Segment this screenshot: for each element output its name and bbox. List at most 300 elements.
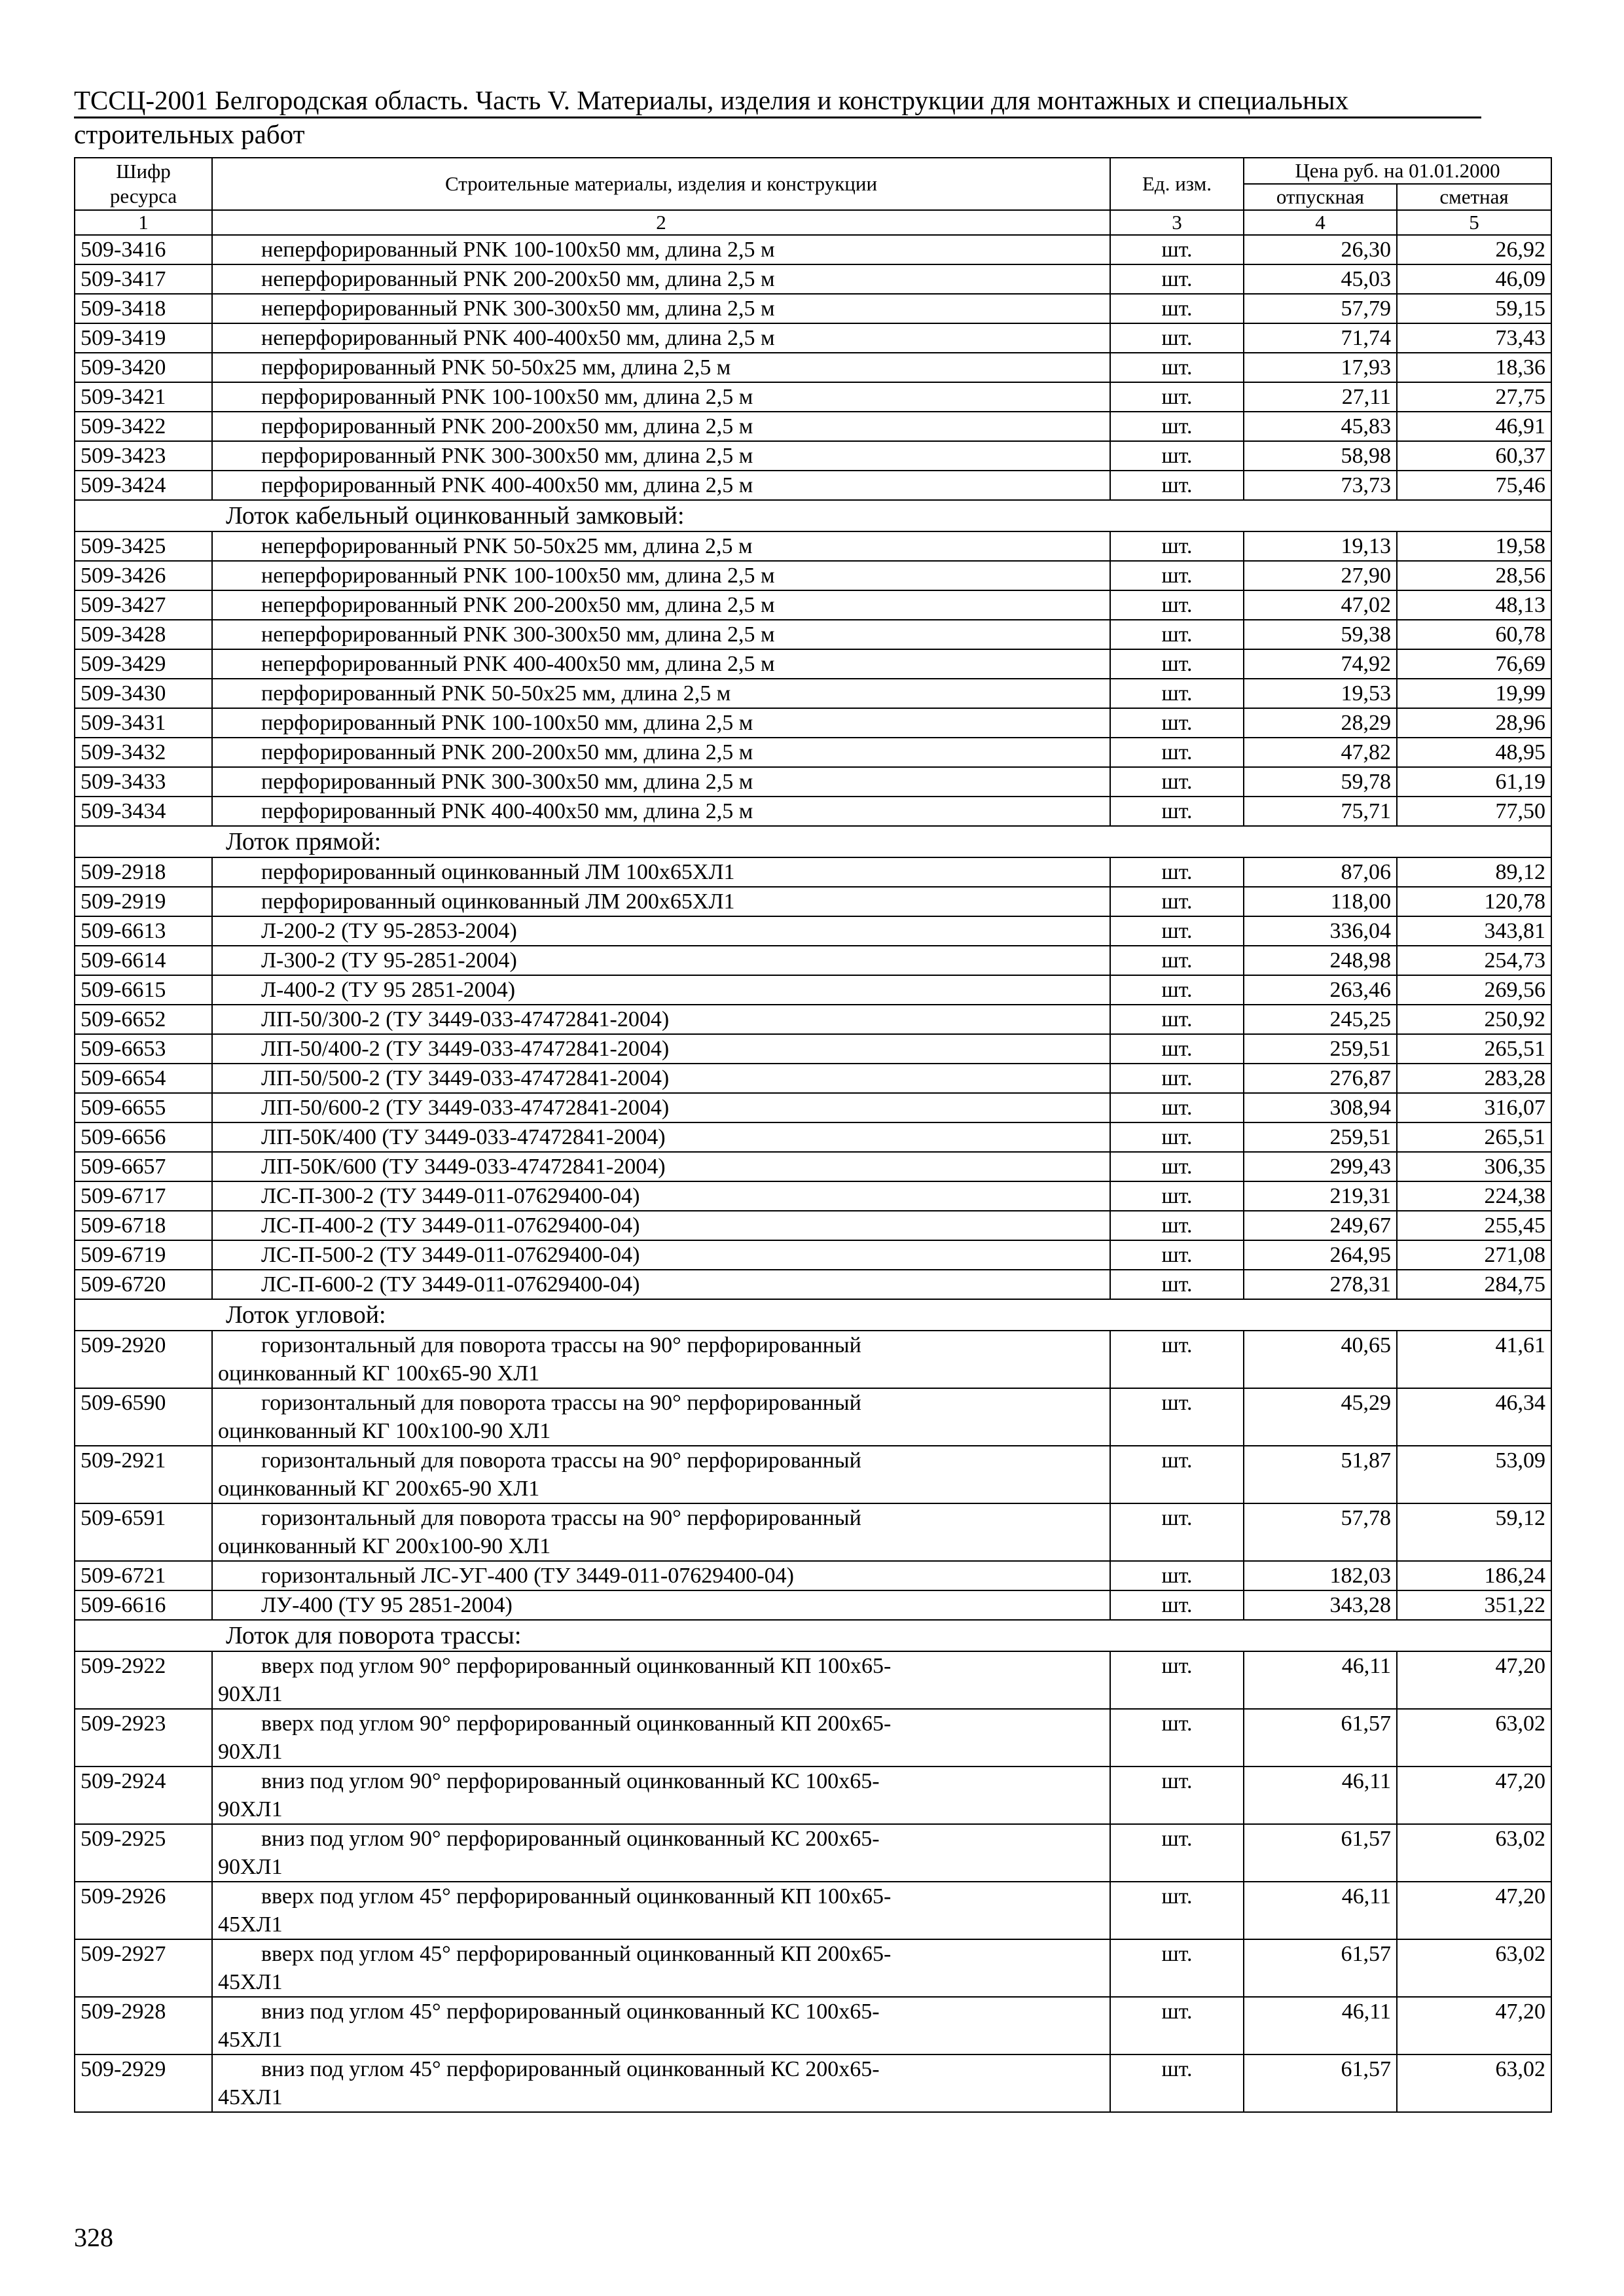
wholesale-price: 308,94 xyxy=(1244,1093,1397,1122)
unit-of-measure: шт. xyxy=(1110,1882,1244,1939)
unit-of-measure: шт. xyxy=(1110,561,1244,590)
estimate-price: 59,15 xyxy=(1397,294,1551,323)
material-name-line-1: неперфорированный PNK 400-400х50 мм, длина 2,5 м xyxy=(261,326,775,350)
wholesale-price: 19,13 xyxy=(1244,531,1397,561)
unit-of-measure: шт. xyxy=(1110,946,1244,975)
wholesale-price: 299,43 xyxy=(1244,1152,1397,1181)
wholesale-price: 245,25 xyxy=(1244,1005,1397,1034)
section-row xyxy=(75,500,1551,531)
material-name-line-2: 45ХЛ1 xyxy=(218,1912,283,1937)
col-number: 4 xyxy=(1244,210,1397,235)
table-row xyxy=(75,708,1551,738)
material-name xyxy=(212,1767,1110,1824)
price-table xyxy=(74,157,1552,2113)
material-name xyxy=(212,857,1110,887)
resource-code: 509-2925 xyxy=(75,1824,212,1882)
resource-code: 509-3428 xyxy=(75,620,212,649)
material-name xyxy=(212,620,1110,649)
estimate-price: 351,22 xyxy=(1397,1590,1551,1620)
wholesale-price: 263,46 xyxy=(1244,975,1397,1005)
material-name-line-1: горизонтальный для поворота трассы на 90° перфорированный xyxy=(261,1333,861,1357)
resource-code: 509-2923 xyxy=(75,1709,212,1767)
col-header-name: Строительные материалы, изделия и конструкции xyxy=(212,158,1110,210)
material-name-line-1: вниз под углом 45° перфорированный оцинкованный КС 100х65- xyxy=(261,2000,880,2024)
estimate-price: 47,20 xyxy=(1397,1997,1551,2054)
material-name-line-2: 45ХЛ1 xyxy=(218,2085,283,2109)
resource-code: 509-2918 xyxy=(75,857,212,887)
material-name xyxy=(212,1122,1110,1152)
wholesale-price: 27,11 xyxy=(1244,382,1397,412)
estimate-price: 60,37 xyxy=(1397,441,1551,471)
table-row xyxy=(75,887,1551,916)
unit-of-measure: шт. xyxy=(1110,1240,1244,1270)
estimate-price: 343,81 xyxy=(1397,916,1551,946)
material-name xyxy=(212,1503,1110,1561)
unit-of-measure: шт. xyxy=(1110,1709,1244,1767)
resource-code: 509-6654 xyxy=(75,1064,212,1093)
estimate-price: 120,78 xyxy=(1397,887,1551,916)
estimate-price: 60,78 xyxy=(1397,620,1551,649)
unit-of-measure: шт. xyxy=(1110,1767,1244,1824)
estimate-price: 76,69 xyxy=(1397,649,1551,679)
resource-code: 509-2920 xyxy=(75,1331,212,1388)
wholesale-price: 336,04 xyxy=(1244,916,1397,946)
material-name-line-2: оцинкованный КГ 100х65-90 ХЛ1 xyxy=(218,1361,540,1386)
material-name xyxy=(212,887,1110,916)
unit-of-measure: шт. xyxy=(1110,1034,1244,1064)
material-name xyxy=(212,975,1110,1005)
material-name xyxy=(212,649,1110,679)
table-row xyxy=(75,1503,1551,1561)
resource-code: 509-3420 xyxy=(75,353,212,382)
table-row xyxy=(75,441,1551,471)
wholesale-price: 46,11 xyxy=(1244,1997,1397,2054)
material-name-line-1: перфорированный PNK 200-200х50 мм, длина 2,5 м xyxy=(261,414,753,439)
material-name-line-2: 90ХЛ1 xyxy=(218,1855,283,1879)
wholesale-price: 58,98 xyxy=(1244,441,1397,471)
table-row xyxy=(75,264,1551,294)
col-header-code: Шифр ресурса xyxy=(75,158,212,210)
table-row xyxy=(75,235,1551,264)
unit-of-measure: шт. xyxy=(1110,797,1244,826)
table-row xyxy=(75,412,1551,441)
material-name-line-1: ЛП-50К/400 (ТУ 3449-033-47472841-2004) xyxy=(261,1125,666,1149)
unit-of-measure: шт. xyxy=(1110,708,1244,738)
resource-code: 509-3419 xyxy=(75,323,212,353)
unit-of-measure: шт. xyxy=(1110,1824,1244,1882)
material-name-line-1: неперфорированный PNK 100-100х50 мм, длина 2,5 м xyxy=(261,238,775,262)
material-name xyxy=(212,1561,1110,1590)
table-row xyxy=(75,1122,1551,1152)
unit-of-measure: шт. xyxy=(1110,1181,1244,1211)
material-name xyxy=(212,1152,1110,1181)
material-name-line-1: ЛС-П-300-2 (ТУ 3449-011-07629400-04) xyxy=(261,1184,640,1208)
unit-of-measure: шт. xyxy=(1110,531,1244,561)
wholesale-price: 343,28 xyxy=(1244,1590,1397,1620)
material-name-line-1: вверх под углом 45° перфорированный оцинкованный КП 100х65- xyxy=(261,1884,892,1909)
material-name xyxy=(212,353,1110,382)
material-name-line-1: перфорированный PNK 100-100х50 мм, длина 2,5 м xyxy=(261,711,753,735)
material-name xyxy=(212,235,1110,264)
unit-of-measure: шт. xyxy=(1110,441,1244,471)
wholesale-price: 57,79 xyxy=(1244,294,1397,323)
unit-of-measure: шт. xyxy=(1110,1503,1244,1561)
material-name xyxy=(212,1064,1110,1093)
material-name xyxy=(212,294,1110,323)
material-name-line-1: перфорированный оцинкованный ЛМ 200х65ХЛ1 xyxy=(261,889,735,914)
resource-code: 509-6720 xyxy=(75,1270,212,1299)
material-name xyxy=(212,412,1110,441)
wholesale-price: 259,51 xyxy=(1244,1034,1397,1064)
table-row xyxy=(75,1997,1551,2054)
table-row xyxy=(75,1388,1551,1446)
wholesale-price: 26,30 xyxy=(1244,235,1397,264)
material-name xyxy=(212,1446,1110,1503)
wholesale-price: 47,02 xyxy=(1244,590,1397,620)
table-row xyxy=(75,531,1551,561)
material-name xyxy=(212,2054,1110,2112)
resource-code: 509-2928 xyxy=(75,1997,212,2054)
material-name-line-1: перфорированный оцинкованный ЛМ 100х65ХЛ1 xyxy=(261,860,735,884)
unit-of-measure: шт. xyxy=(1110,887,1244,916)
resource-code: 509-3416 xyxy=(75,235,212,264)
wholesale-price: 276,87 xyxy=(1244,1064,1397,1093)
material-name xyxy=(212,323,1110,353)
resource-code: 509-3424 xyxy=(75,471,212,500)
table-row xyxy=(75,294,1551,323)
column-number-row xyxy=(75,210,1551,235)
resource-code: 509-3430 xyxy=(75,679,212,708)
estimate-price: 265,51 xyxy=(1397,1122,1551,1152)
table-row xyxy=(75,1939,1551,1997)
material-name-line-1: вверх под углом 45° перфорированный оцинкованный КП 200х65- xyxy=(261,1942,892,1966)
wholesale-price: 28,29 xyxy=(1244,708,1397,738)
material-name-line-2: 90ХЛ1 xyxy=(218,1740,283,1764)
table-row xyxy=(75,767,1551,797)
unit-of-measure: шт. xyxy=(1110,1152,1244,1181)
material-name-line-1: Л-200-2 (ТУ 95-2853-2004) xyxy=(261,919,517,943)
wholesale-price: 278,31 xyxy=(1244,1270,1397,1299)
estimate-price: 73,43 xyxy=(1397,323,1551,353)
material-name-line-1: неперфорированный PNK 200-200х50 мм, длина 2,5 м xyxy=(261,267,775,291)
material-name-line-1: ЛС-П-600-2 (ТУ 3449-011-07629400-04) xyxy=(261,1272,640,1297)
unit-of-measure: шт. xyxy=(1110,1446,1244,1503)
table-row xyxy=(75,1651,1551,1709)
table-row xyxy=(75,620,1551,649)
resource-code: 509-3426 xyxy=(75,561,212,590)
wholesale-price: 249,67 xyxy=(1244,1211,1397,1240)
wholesale-price: 59,78 xyxy=(1244,767,1397,797)
estimate-price: 53,09 xyxy=(1397,1446,1551,1503)
wholesale-price: 182,03 xyxy=(1244,1561,1397,1590)
page-number: 328 xyxy=(74,2223,113,2252)
unit-of-measure: шт. xyxy=(1110,916,1244,946)
wholesale-price: 46,11 xyxy=(1244,1767,1397,1824)
material-name xyxy=(212,1005,1110,1034)
estimate-price: 18,36 xyxy=(1397,353,1551,382)
material-name xyxy=(212,1240,1110,1270)
material-name xyxy=(212,1709,1110,1767)
material-name-line-1: перфорированный PNK 50-50х25 мм, длина 2,5 м xyxy=(261,681,731,706)
estimate-price: 89,12 xyxy=(1397,857,1551,887)
material-name xyxy=(212,767,1110,797)
unit-of-measure: шт. xyxy=(1110,767,1244,797)
material-name xyxy=(212,1997,1110,2054)
estimate-price: 63,02 xyxy=(1397,1709,1551,1767)
table-row xyxy=(75,1590,1551,1620)
table-row xyxy=(75,916,1551,946)
wholesale-price: 219,31 xyxy=(1244,1181,1397,1211)
material-name xyxy=(212,531,1110,561)
col-header-price: Цена руб. на 01.01.2000 xyxy=(1244,158,1551,184)
estimate-price: 47,20 xyxy=(1397,1767,1551,1824)
wholesale-price: 71,74 xyxy=(1244,323,1397,353)
resource-code: 509-6657 xyxy=(75,1152,212,1181)
resource-code: 509-6613 xyxy=(75,916,212,946)
resource-code: 509-3434 xyxy=(75,797,212,826)
material-name xyxy=(212,1093,1110,1122)
resource-code: 509-2926 xyxy=(75,1882,212,1939)
material-name xyxy=(212,1270,1110,1299)
estimate-price: 47,20 xyxy=(1397,1882,1551,1939)
wholesale-price: 46,11 xyxy=(1244,1651,1397,1709)
material-name-line-1: неперфорированный PNK 200-200х50 мм, длина 2,5 м xyxy=(261,593,775,617)
material-name-line-2: оцинкованный КГ 200х65-90 ХЛ1 xyxy=(218,1477,540,1501)
unit-of-measure: шт. xyxy=(1110,353,1244,382)
table-row xyxy=(75,1446,1551,1503)
resource-code: 509-2924 xyxy=(75,1767,212,1824)
material-name-line-1: ЛС-П-500-2 (ТУ 3449-011-07629400-04) xyxy=(261,1243,640,1267)
resource-code: 509-6652 xyxy=(75,1005,212,1034)
resource-code: 509-3417 xyxy=(75,264,212,294)
material-name xyxy=(212,1590,1110,1620)
material-name xyxy=(212,471,1110,500)
unit-of-measure: шт. xyxy=(1110,738,1244,767)
unit-of-measure: шт. xyxy=(1110,471,1244,500)
estimate-price: 27,75 xyxy=(1397,382,1551,412)
unit-of-measure: шт. xyxy=(1110,235,1244,264)
wholesale-price: 59,38 xyxy=(1244,620,1397,649)
resource-code: 509-3421 xyxy=(75,382,212,412)
table-row xyxy=(75,1331,1551,1388)
material-name xyxy=(212,590,1110,620)
estimate-price: 75,46 xyxy=(1397,471,1551,500)
table-row xyxy=(75,1767,1551,1824)
wholesale-price: 45,29 xyxy=(1244,1388,1397,1446)
wholesale-price: 57,78 xyxy=(1244,1503,1397,1561)
table-row xyxy=(75,679,1551,708)
table-row xyxy=(75,323,1551,353)
wholesale-price: 264,95 xyxy=(1244,1240,1397,1270)
material-name-line-1: ЛП-50К/600 (ТУ 3449-033-47472841-2004) xyxy=(261,1155,666,1179)
material-name-line-1: неперфорированный PNK 300-300х50 мм, длина 2,5 м xyxy=(261,296,775,321)
wholesale-price: 45,03 xyxy=(1244,264,1397,294)
unit-of-measure: шт. xyxy=(1110,679,1244,708)
unit-of-measure: шт. xyxy=(1110,857,1244,887)
resource-code: 509-6591 xyxy=(75,1503,212,1561)
estimate-price: 224,38 xyxy=(1397,1181,1551,1211)
material-name xyxy=(212,1181,1110,1211)
resource-code: 509-3423 xyxy=(75,441,212,471)
resource-code: 509-6616 xyxy=(75,1590,212,1620)
table-row xyxy=(75,1005,1551,1034)
material-name xyxy=(212,679,1110,708)
wholesale-price: 118,00 xyxy=(1244,887,1397,916)
estimate-price: 63,02 xyxy=(1397,2054,1551,2112)
material-name xyxy=(212,1034,1110,1064)
material-name-line-1: ЛП-50/300-2 (ТУ 3449-033-47472841-2004) xyxy=(261,1007,670,1031)
col-header-wholesale: отпускная xyxy=(1244,184,1397,210)
wholesale-price: 75,71 xyxy=(1244,797,1397,826)
resource-code: 509-6719 xyxy=(75,1240,212,1270)
table-row xyxy=(75,857,1551,887)
col-number: 5 xyxy=(1397,210,1551,235)
page-header xyxy=(74,84,1481,150)
material-name xyxy=(212,708,1110,738)
wholesale-price: 17,93 xyxy=(1244,353,1397,382)
material-name-line-1: горизонтальный для поворота трассы на 90° перфорированный xyxy=(261,1506,861,1530)
resource-code: 509-3431 xyxy=(75,708,212,738)
material-name-line-1: неперфорированный PNK 300-300х50 мм, длина 2,5 м xyxy=(261,622,775,647)
table-row xyxy=(75,1709,1551,1767)
estimate-price: 306,35 xyxy=(1397,1152,1551,1181)
material-name-line-1: перфорированный PNK 400-400х50 мм, длина 2,5 м xyxy=(261,473,753,497)
material-name-line-1: неперфорированный PNK 50-50х25 мм, длина 2,5 м xyxy=(261,534,753,558)
material-name-line-1: вверх под углом 90° перфорированный оцинкованный КП 100х65- xyxy=(261,1654,892,1678)
wholesale-price: 87,06 xyxy=(1244,857,1397,887)
material-name xyxy=(212,1882,1110,1939)
estimate-price: 283,28 xyxy=(1397,1064,1551,1093)
material-name-line-1: перфорированный PNK 100-100х50 мм, длина 2,5 м xyxy=(261,385,753,409)
col-number: 3 xyxy=(1110,210,1244,235)
table-row xyxy=(75,2054,1551,2112)
unit-of-measure: шт. xyxy=(1110,264,1244,294)
resource-code: 509-3425 xyxy=(75,531,212,561)
material-name xyxy=(212,441,1110,471)
wholesale-price: 61,57 xyxy=(1244,2054,1397,2112)
material-name-line-1: перфорированный PNK 400-400х50 мм, длина 2,5 м xyxy=(261,799,753,823)
estimate-price: 59,12 xyxy=(1397,1503,1551,1561)
unit-of-measure: шт. xyxy=(1110,1064,1244,1093)
estimate-price: 269,56 xyxy=(1397,975,1551,1005)
material-name-line-1: перфорированный PNK 300-300х50 мм, длина 2,5 м xyxy=(261,444,753,468)
header-title-line-1: ТССЦ-2001 Белгородская область. Часть V. Материалы, изделия и конструкции для монтажных и специальных xyxy=(74,84,1481,118)
resource-code: 509-3418 xyxy=(75,294,212,323)
unit-of-measure: шт. xyxy=(1110,649,1244,679)
material-name-line-1: горизонтальный для поворота трассы на 90° перфорированный xyxy=(261,1391,861,1415)
material-name-line-2: 90ХЛ1 xyxy=(218,1797,283,1821)
estimate-price: 254,73 xyxy=(1397,946,1551,975)
resource-code: 509-3427 xyxy=(75,590,212,620)
material-name xyxy=(212,1651,1110,1709)
col-number: 1 xyxy=(75,210,212,235)
material-name xyxy=(212,1824,1110,1882)
estimate-price: 265,51 xyxy=(1397,1034,1551,1064)
resource-code: 509-3422 xyxy=(75,412,212,441)
material-name-line-1: вниз под углом 45° перфорированный оцинкованный КС 200х65- xyxy=(261,2057,880,2081)
estimate-price: 48,13 xyxy=(1397,590,1551,620)
section-title: Лоток угловой: xyxy=(75,1299,1551,1331)
table-row xyxy=(75,1034,1551,1064)
material-name-line-1: ЛП-50/500-2 (ТУ 3449-033-47472841-2004) xyxy=(261,1066,670,1090)
material-name-line-1: вверх под углом 90° перфорированный оцинкованный КП 200х65- xyxy=(261,1712,892,1736)
unit-of-measure: шт. xyxy=(1110,2054,1244,2112)
section-row xyxy=(75,826,1551,857)
material-name-line-1: ЛУ-400 (ТУ 95 2851-2004) xyxy=(261,1593,513,1617)
material-name xyxy=(212,916,1110,946)
resource-code: 509-6653 xyxy=(75,1034,212,1064)
estimate-price: 46,91 xyxy=(1397,412,1551,441)
material-name-line-2: оцинкованный КГ 100х100-90 ХЛ1 xyxy=(218,1419,551,1443)
material-name-line-2: 45ХЛ1 xyxy=(218,1970,283,1994)
unit-of-measure: шт. xyxy=(1110,412,1244,441)
wholesale-price: 40,65 xyxy=(1244,1331,1397,1388)
estimate-price: 19,58 xyxy=(1397,531,1551,561)
estimate-price: 271,08 xyxy=(1397,1240,1551,1270)
material-name-line-1: горизонтальный для поворота трассы на 90° перфорированный xyxy=(261,1448,861,1473)
estimate-price: 63,02 xyxy=(1397,1824,1551,1882)
resource-code: 509-3432 xyxy=(75,738,212,767)
estimate-price: 46,34 xyxy=(1397,1388,1551,1446)
material-name xyxy=(212,946,1110,975)
table-row xyxy=(75,797,1551,826)
material-name xyxy=(212,738,1110,767)
material-name xyxy=(212,561,1110,590)
estimate-price: 28,96 xyxy=(1397,708,1551,738)
material-name-line-1: перфорированный PNK 300-300х50 мм, длина 2,5 м xyxy=(261,770,753,794)
wholesale-price: 73,73 xyxy=(1244,471,1397,500)
section-title: Лоток для поворота трассы: xyxy=(75,1620,1551,1651)
estimate-price: 48,95 xyxy=(1397,738,1551,767)
table-row xyxy=(75,738,1551,767)
wholesale-price: 61,57 xyxy=(1244,1939,1397,1997)
material-name-line-2: оцинкованный КГ 200х100-90 ХЛ1 xyxy=(218,1534,551,1558)
table-row xyxy=(75,1181,1551,1211)
resource-code: 509-6718 xyxy=(75,1211,212,1240)
material-name-line-2: 90ХЛ1 xyxy=(218,1682,283,1706)
wholesale-price: 19,53 xyxy=(1244,679,1397,708)
material-name-line-1: неперфорированный PNK 400-400х50 мм, длина 2,5 м xyxy=(261,652,775,676)
wholesale-price: 27,90 xyxy=(1244,561,1397,590)
material-name xyxy=(212,1388,1110,1446)
material-name-line-1: ЛП-50/600-2 (ТУ 3449-033-47472841-2004) xyxy=(261,1096,670,1120)
material-name xyxy=(212,1939,1110,1997)
resource-code: 509-6717 xyxy=(75,1181,212,1211)
wholesale-price: 51,87 xyxy=(1244,1446,1397,1503)
table-row xyxy=(75,1270,1551,1299)
estimate-price: 250,92 xyxy=(1397,1005,1551,1034)
estimate-price: 28,56 xyxy=(1397,561,1551,590)
resource-code: 509-2929 xyxy=(75,2054,212,2112)
unit-of-measure: шт. xyxy=(1110,1211,1244,1240)
material-name-line-1: ЛС-П-400-2 (ТУ 3449-011-07629400-04) xyxy=(261,1213,640,1238)
table-row xyxy=(75,1882,1551,1939)
unit-of-measure: шт. xyxy=(1110,1388,1244,1446)
material-name-line-1: Л-300-2 (ТУ 95-2851-2004) xyxy=(261,948,517,973)
resource-code: 509-6656 xyxy=(75,1122,212,1152)
material-name xyxy=(212,1211,1110,1240)
unit-of-measure: шт. xyxy=(1110,1590,1244,1620)
unit-of-measure: шт. xyxy=(1110,323,1244,353)
resource-code: 509-6614 xyxy=(75,946,212,975)
material-name-line-1: горизонтальный ЛС-УГ-400 (ТУ 3449-011-07629400-04) xyxy=(261,1564,794,1588)
unit-of-measure: шт. xyxy=(1110,1093,1244,1122)
table-row xyxy=(75,1064,1551,1093)
resource-code: 509-6655 xyxy=(75,1093,212,1122)
wholesale-price: 74,92 xyxy=(1244,649,1397,679)
material-name-line-1: неперфорированный PNK 100-100х50 мм, длина 2,5 м xyxy=(261,564,775,588)
section-title: Лоток кабельный оцинкованный замковый: xyxy=(75,500,1551,531)
